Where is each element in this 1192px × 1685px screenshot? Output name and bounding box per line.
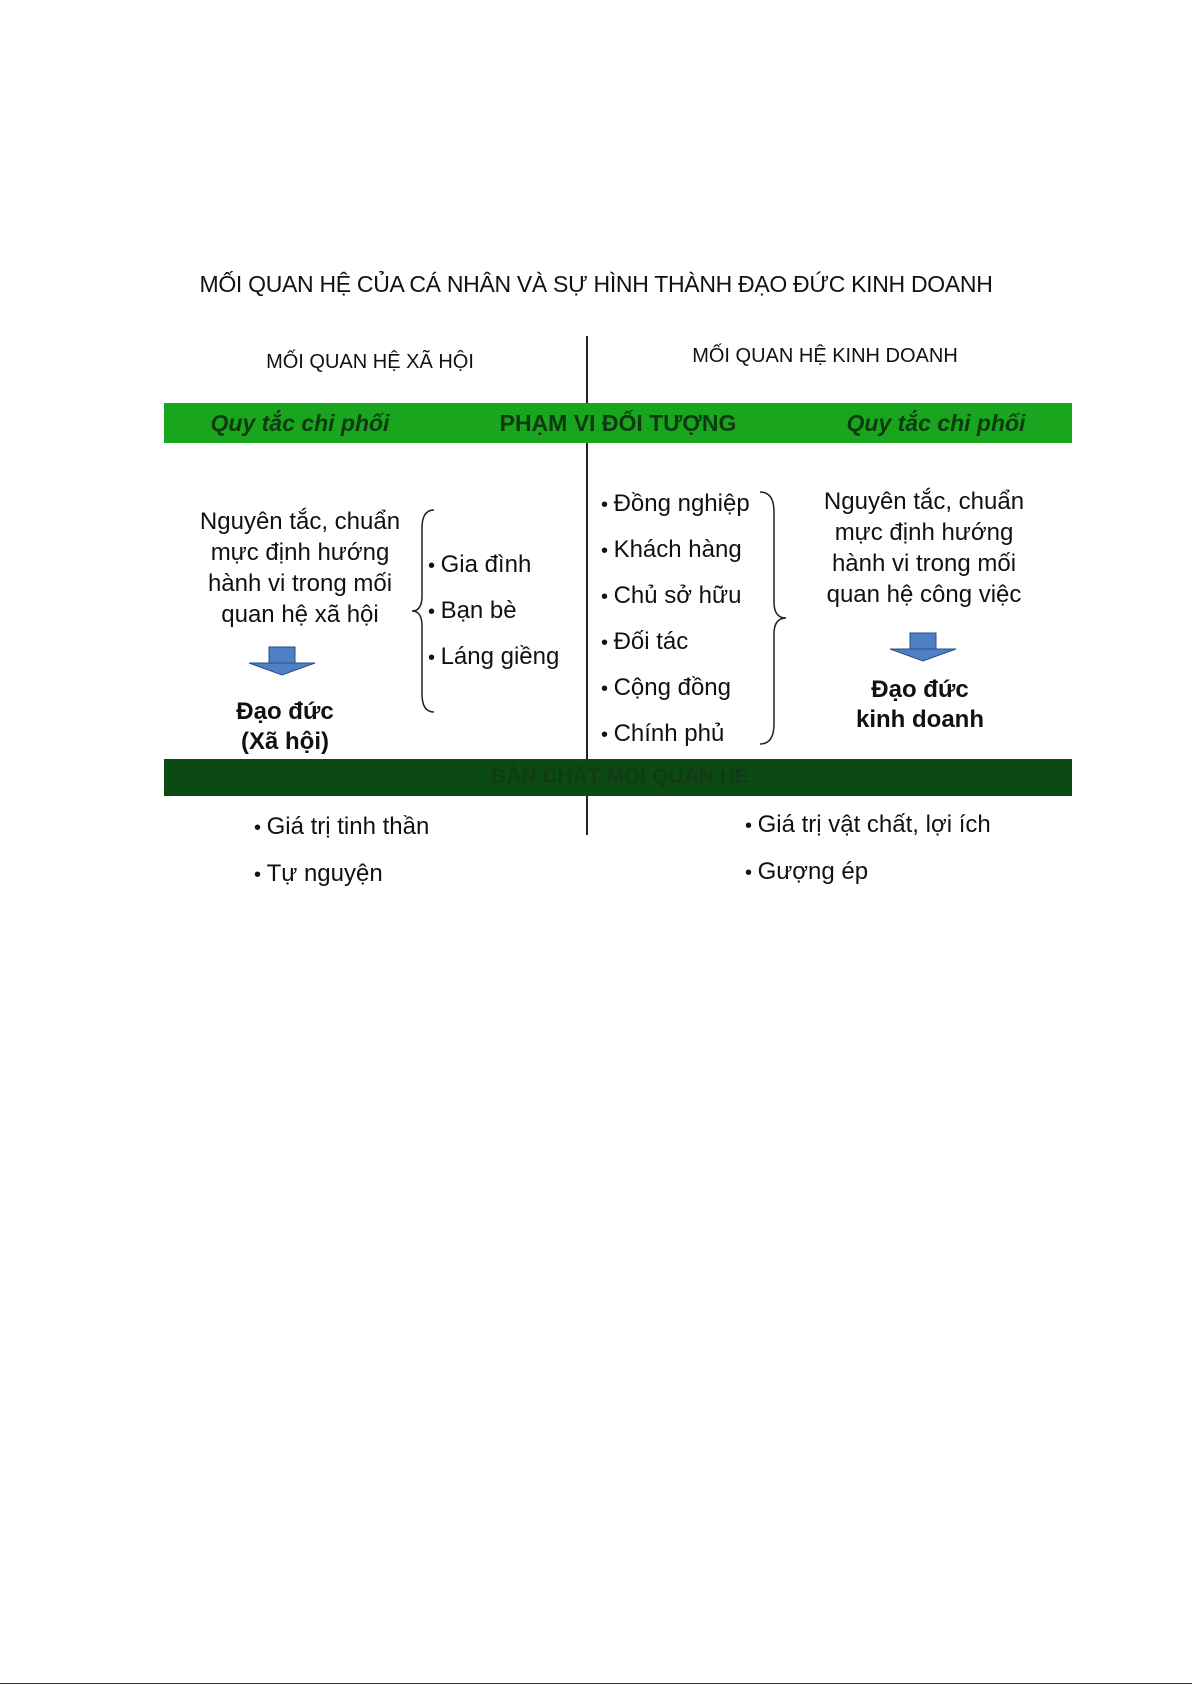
arrow-down-icon [888, 632, 958, 662]
list-item: • Giá trị vật chất, lợi ích [745, 811, 991, 858]
list-item: • Tự nguyện [254, 860, 429, 907]
social-ethics-label [200, 697, 370, 757]
list-item: • Khách hàng [601, 536, 750, 582]
diagram-title: MỐI QUAN HỆ CỦA CÁ NHÂN VÀ SỰ HÌNH THÀNH ĐẠO ĐỨC KINH DOANH [199, 271, 993, 297]
divider-bottom [586, 796, 588, 835]
band-center-label: PHẠM VI ĐỐI TƯỢNG [499, 410, 737, 436]
left-column-header: MỐI QUAN HỆ XÃ HỘI [266, 351, 474, 373]
list-item: • Giá trị tinh thần [254, 813, 429, 860]
business-rules-description: Nguyên tắc, chuẩn mực định hướng hành vi trong mối quan hệ công việc [823, 488, 1025, 608]
list-item: • Cộng đồng [601, 674, 750, 720]
divider-middle [586, 443, 588, 759]
list-item: • Láng giềng [428, 643, 559, 689]
business-ethics-line1: Đạo đức [871, 676, 969, 703]
arrow-down-icon [247, 646, 317, 676]
business-nature-list [745, 811, 991, 905]
business-scope-list [601, 490, 750, 766]
social-rules-description: Nguyên tắc, chuẩn mực định hướng hành vi trong mối quan hệ xã hội [199, 508, 401, 628]
band-bottom-label: BẢN CHẤT MỐI QUAN HỆ [491, 765, 749, 788]
band-right-label: Quy tắc chi phối [846, 410, 1026, 436]
list-item: • Đồng nghiệp [601, 490, 750, 536]
page-bottom-rule [0, 1683, 1192, 1684]
band-left-label: Quy tắc chi phối [210, 410, 390, 436]
list-item: • Gượng ép [745, 858, 991, 905]
right-brace-icon [756, 490, 788, 746]
list-item: • Chính phủ [601, 720, 750, 766]
business-ethics-line2: kinh doanh [856, 706, 984, 733]
list-item: • Chủ sở hữu [601, 582, 750, 628]
right-column-header: MỐI QUAN HỆ KINH DOANH [692, 345, 958, 367]
social-nature-list [254, 813, 429, 907]
social-scope-list [428, 551, 559, 689]
divider-top [586, 336, 588, 403]
business-ethics-label [830, 675, 1010, 735]
list-item: • Bạn bè [428, 597, 559, 643]
social-ethics-line1: Đạo đức [236, 698, 334, 725]
list-item: • Đối tác [601, 628, 750, 674]
list-item: • Gia đình [428, 551, 559, 597]
social-ethics-line2: (Xã hội) [241, 728, 329, 755]
